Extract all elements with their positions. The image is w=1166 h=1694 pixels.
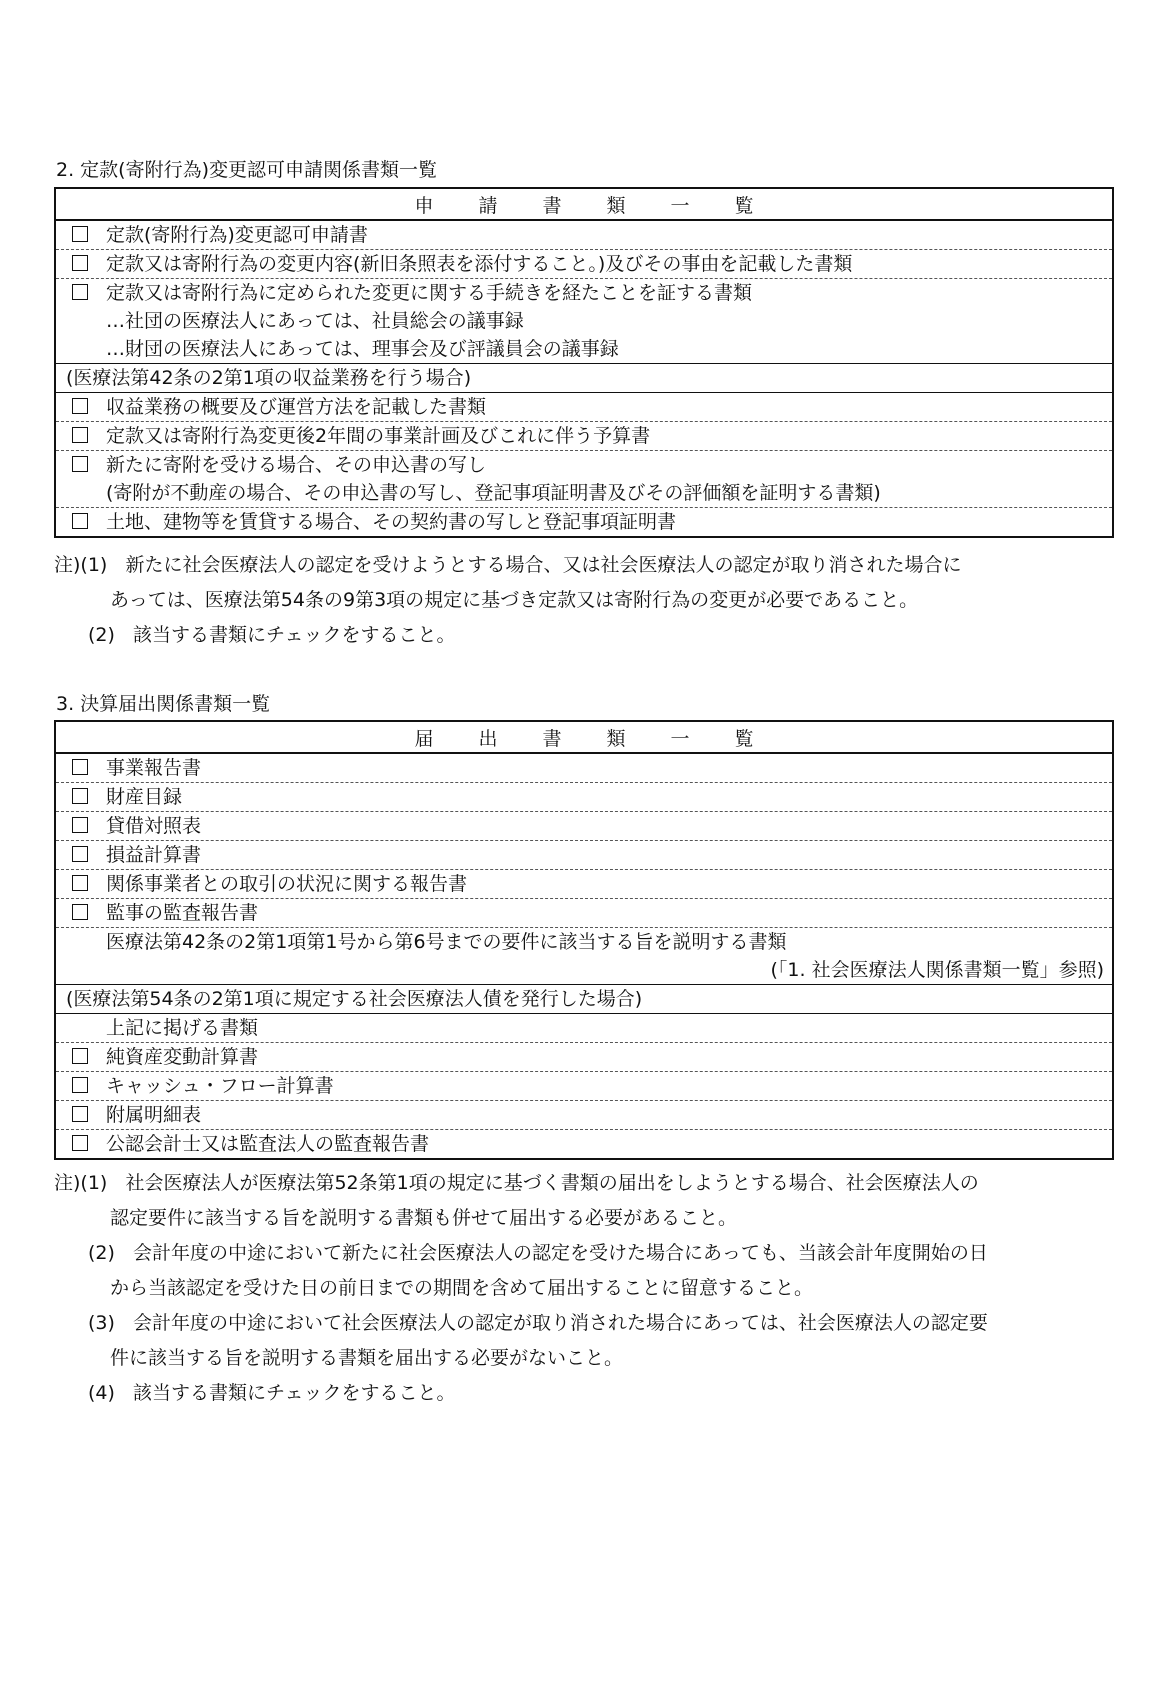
checkbox-cell xyxy=(56,508,104,536)
note-4: (4) 該当する書類にチェックをすること。 xyxy=(88,1382,456,1404)
document-name: 土地、建物等を賃貸する場合、その契約書の写しと登記事項証明書 xyxy=(106,511,677,533)
note-3-continued: 件に該当する旨を説明する書類を届出する必要がないこと。 xyxy=(110,1347,624,1369)
document-text xyxy=(104,812,1112,840)
document-row xyxy=(56,422,1112,451)
document-text xyxy=(104,221,1112,249)
checkbox-cell xyxy=(56,1072,104,1100)
document-row xyxy=(56,451,1112,508)
document-text xyxy=(104,1130,1112,1158)
checkbox-cell xyxy=(56,393,104,421)
document-name: 純資産変動計算書 xyxy=(106,1046,259,1068)
document-name: 定款(寄附行為)変更認可申請書 xyxy=(106,224,368,246)
document-name: 貸借対照表 xyxy=(106,815,202,837)
document-name: 監事の監査報告書 xyxy=(106,902,259,924)
document-row xyxy=(56,754,1112,783)
document-text xyxy=(104,279,1112,363)
checkbox-cell xyxy=(56,812,104,840)
document-text xyxy=(104,422,1112,450)
document-name: キャッシュ・フロー計算書 xyxy=(106,1075,334,1097)
document-row xyxy=(56,783,1112,812)
section-2-table xyxy=(54,187,1114,538)
document-name: 定款又は寄附行為の変更内容(新旧条照表を添付すること。)及びその事由を記載した書類 xyxy=(106,253,853,275)
document-row xyxy=(56,1014,1112,1043)
document-checkbox[interactable] xyxy=(72,904,88,920)
document-name: 定款又は寄附行為変更後2年間の事業計画及びこれに伴う予算書 xyxy=(106,425,651,447)
note-1: 注)(1) 新たに社会医療法人の認定を受けようとする場合、又は社会医療法人の認定が取り消された場合に xyxy=(54,554,962,576)
document-name: 関係事業者との取引の状況に関する報告書 xyxy=(106,873,468,895)
document-row xyxy=(56,899,1112,928)
document-text xyxy=(104,1043,1112,1071)
document-checkbox[interactable] xyxy=(72,1135,88,1151)
document-text xyxy=(104,928,1112,984)
checkbox-cell xyxy=(56,279,104,307)
document-text xyxy=(104,250,1112,278)
document-checkbox[interactable] xyxy=(72,1077,88,1093)
document-checkbox[interactable] xyxy=(72,788,88,804)
document-text xyxy=(104,1014,1112,1042)
document-checkbox[interactable] xyxy=(72,398,88,414)
note-1: 注)(1) 社会医療法人が医療法第52条第1項の規定に基づく書類の届出をしようとする場合、社会医療法人の xyxy=(54,1172,979,1194)
document-name: 公認会計士又は監査法人の監査報告書 xyxy=(106,1133,430,1155)
document-row xyxy=(56,870,1112,899)
section-3-title: 3. 決算届出関係書類一覧 xyxy=(56,693,271,715)
document-name: 事業報告書 xyxy=(106,757,202,779)
document-row xyxy=(56,250,1112,279)
checkbox-cell xyxy=(56,451,104,479)
document-name: 損益計算書 xyxy=(106,844,202,866)
section-2-notes xyxy=(54,548,1118,653)
document-row xyxy=(56,1072,1112,1101)
note-2: (2) 会計年度の中途において新たに社会医療法人の認定を受けた場合にあっても、当該会計年度開始の日 xyxy=(88,1242,988,1264)
document-checkbox[interactable] xyxy=(72,1106,88,1122)
document-checkbox[interactable] xyxy=(72,255,88,271)
document-name: 医療法第42条の2第1項第1号から第6号までの要件に該当する旨を説明する書類 xyxy=(106,931,787,953)
document-checkbox[interactable] xyxy=(72,226,88,242)
checkbox-cell xyxy=(56,221,104,249)
document-row xyxy=(56,1101,1112,1130)
checkbox-cell xyxy=(56,1101,104,1129)
note-2-continued: から当該認定を受けた日の前日までの期間を含めて届出することに留意すること。 xyxy=(110,1277,814,1299)
document-checkbox[interactable] xyxy=(72,1048,88,1064)
checkbox-cell xyxy=(56,841,104,869)
checkbox-cell xyxy=(56,899,104,927)
section-3-table xyxy=(54,720,1114,1160)
document-detail: …社団の医療法人にあっては、社員総会の議事録 xyxy=(106,310,524,332)
document-text xyxy=(104,899,1112,927)
document-row xyxy=(56,508,1112,536)
document-name: 収益業務の概要及び運営方法を記載した書類 xyxy=(106,396,487,418)
document-text xyxy=(104,841,1112,869)
checkbox-cell xyxy=(56,870,104,898)
note-1-continued: 認定要件に該当する旨を説明する書類も併せて届出する必要があること。 xyxy=(110,1207,738,1229)
document-checkbox[interactable] xyxy=(72,456,88,472)
checkbox-cell xyxy=(56,422,104,450)
checkbox-cell xyxy=(56,1130,104,1158)
note-1-continued: あっては、医療法第54条の9第3項の規定に基づき定款又は寄附行為の変更が必要であること。 xyxy=(110,589,919,611)
reference-note: (「1. 社会医療法人関係書類一覧」参照) xyxy=(770,959,1104,981)
checkbox-cell xyxy=(56,754,104,782)
document-row xyxy=(56,221,1112,250)
document-name: 上記に掲げる書類 xyxy=(106,1017,259,1039)
section-2-title: 2. 定款(寄附行為)変更認可申請関係書類一覧 xyxy=(56,159,437,181)
document-row xyxy=(56,812,1112,841)
document-row xyxy=(56,393,1112,422)
document-row xyxy=(56,841,1112,870)
section-2-header: 申請書類一覧 xyxy=(56,189,1112,221)
section-3-group-label: (医療法第54条の2第1項に規定する社会医療法人債を発行した場合) xyxy=(56,985,1112,1014)
document-row xyxy=(56,928,1112,985)
document-text xyxy=(104,783,1112,811)
document-text xyxy=(104,1072,1112,1100)
document-detail: (寄附が不動産の場合、その申込書の写し、登記事項証明書及びその評価額を証明する書類) xyxy=(106,482,881,504)
checkbox-cell xyxy=(56,1043,104,1071)
document-checkbox[interactable] xyxy=(72,513,88,529)
section-3-header: 届出書類一覧 xyxy=(56,722,1112,754)
note-2: (2) 該当する書類にチェックをすること。 xyxy=(88,624,456,646)
document-text xyxy=(104,508,1112,536)
document-checkbox[interactable] xyxy=(72,875,88,891)
document-row xyxy=(56,1043,1112,1072)
document-text xyxy=(104,754,1112,782)
note-3: (3) 会計年度の中途において社会医療法人の認定が取り消された場合にあっては、社会医療法人の認定要 xyxy=(88,1312,988,1334)
document-detail: …財団の医療法人にあっては、理事会及び評議員会の議事録 xyxy=(106,338,619,360)
document-checkbox[interactable] xyxy=(72,817,88,833)
document-checkbox[interactable] xyxy=(72,759,88,775)
document-text xyxy=(104,1101,1112,1129)
document-name: 附属明細表 xyxy=(106,1104,202,1126)
document-row xyxy=(56,1130,1112,1158)
document-name: 財産目録 xyxy=(106,786,183,808)
section-2-group-label: (医療法第42条の2第1項の収益業務を行う場合) xyxy=(56,364,1112,393)
document-checkbox[interactable] xyxy=(72,427,88,443)
document-text xyxy=(104,393,1112,421)
document-name: 新たに寄附を受ける場合、その申込書の写し xyxy=(106,454,487,476)
section-3-notes xyxy=(54,1166,1118,1411)
document-text xyxy=(104,870,1112,898)
document-checkbox[interactable] xyxy=(72,284,88,300)
document-checkbox[interactable] xyxy=(72,846,88,862)
document-text xyxy=(104,451,1112,507)
document-row xyxy=(56,279,1112,364)
document-name: 定款又は寄附行為に定められた変更に関する手続きを経たことを証する書類 xyxy=(106,282,753,304)
checkbox-cell xyxy=(56,783,104,811)
checkbox-cell xyxy=(56,250,104,278)
